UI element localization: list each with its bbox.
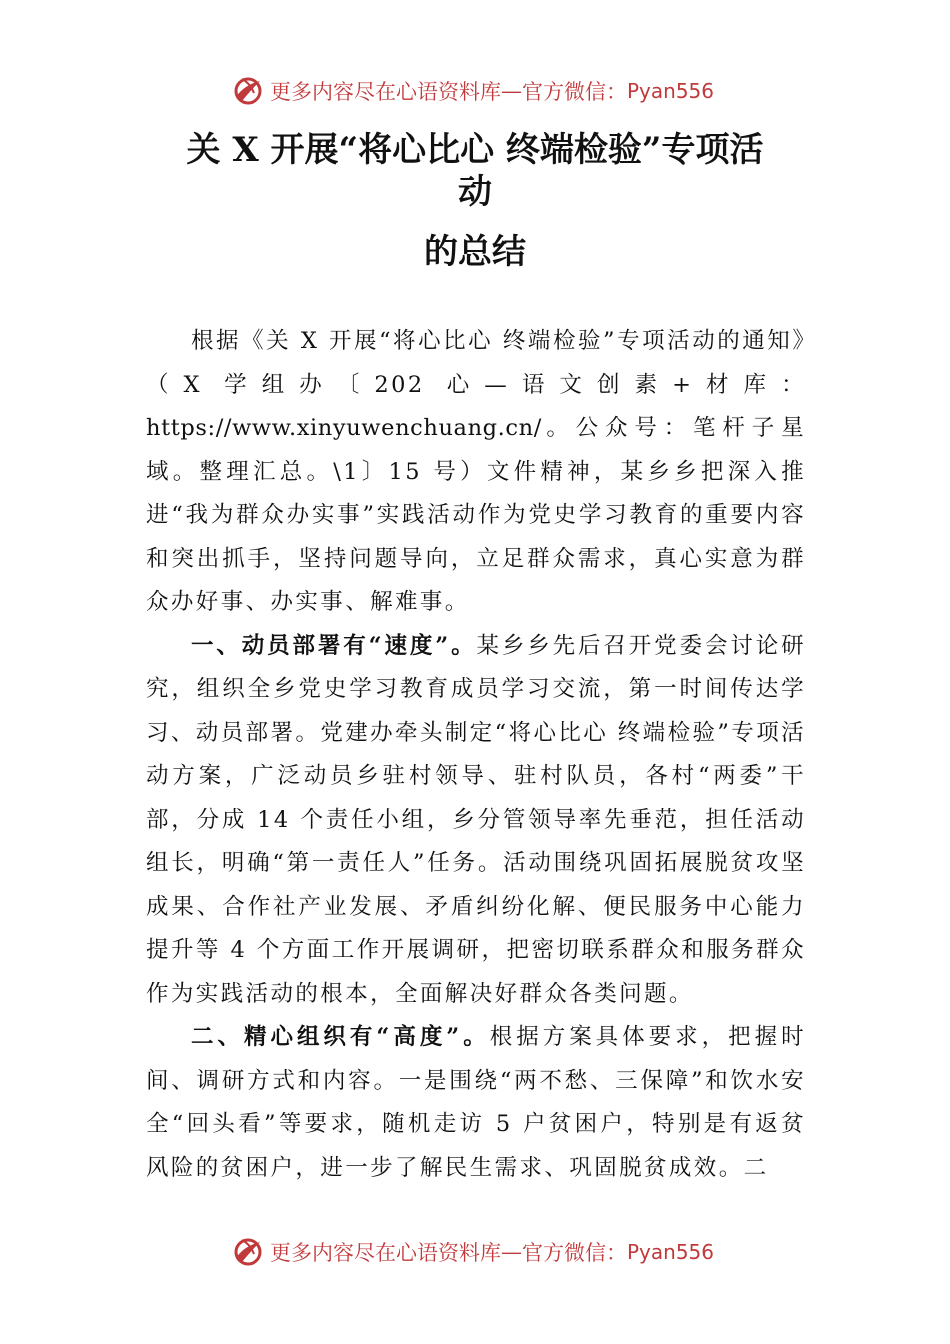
section-1-heading: 一、动员部署有“速度”。 bbox=[191, 632, 477, 659]
watermark-wechat-label: 官方微信： bbox=[522, 1241, 627, 1265]
watermark-wechat-id: Pyan556 bbox=[627, 1240, 715, 1264]
intro-text-end: 。公众号：笔杆子星域。整理汇总。\1〕15 号）文件精神，某乡乡把深入推进“我为群众办实事”实践活动作为党史学习教育的重要内容和突出抓手，坚持问题导向，立足群众需求，真心实意为群众办好事、办实事、解难事。 bbox=[146, 415, 806, 615]
watermark-separator: — bbox=[501, 1240, 522, 1264]
watermark-wechat-label: 官方微信： bbox=[522, 80, 627, 104]
document-body bbox=[146, 320, 806, 1190]
watermark-header bbox=[232, 73, 752, 109]
paragraph-section-2 bbox=[146, 1016, 806, 1190]
watermark-footer bbox=[232, 1234, 752, 1270]
watermark-separator: — bbox=[501, 79, 522, 103]
paragraph-intro bbox=[146, 320, 806, 625]
section-1-text: 某乡乡先后召开党委会讨论研究，组织全乡党史学习教育成员学习交流，第一时间传达学习、动员部署。党建办牵头制定“将心比心 终端检验”专项活动方案，广泛动员乡驻村领导、驻村队员，各村“两委”干部，分成 14 个责任小组，乡分管领导率先垂范，担任活动组长，明确“第一责任人”任务。活动围绕巩固拓展脱贫攻坚成果、合作社产业发展、矛盾纠纷化解、便民服务中心能力提升等 4 个方面工作开展调研，把密切联系群众和服务群众作为实践活动的根本，全面解决好群众各类问题。 bbox=[146, 632, 807, 1007]
brand-logo-icon bbox=[232, 1236, 264, 1268]
document-title-line-3: 的总结 bbox=[424, 232, 526, 272]
watermark-text: 更多内容尽在心语资料库 bbox=[270, 1241, 501, 1265]
source-url-link: https://www.xinyuwenchuang.cn/ bbox=[146, 415, 542, 441]
section-2-text: 根据方案具体要求，把握时间、调研方式和内容。一是围绕“两不愁、三保障”和饮水安全“回头看”等要求，随机走访 5 户贫困户，特别是有返贫风险的贫困户，进一步了解民生需求、巩固脱贫成效。二 bbox=[146, 1024, 806, 1181]
paragraph-section-1 bbox=[146, 625, 806, 1017]
brand-logo-icon bbox=[232, 75, 264, 107]
intro-text-start: 根据《关 X 开展“将心比心 终端检验”专项活动的通知》（X 学组办〔202 心—语文创素+材库： bbox=[146, 328, 806, 398]
document-title-line-2: 动 bbox=[458, 172, 492, 212]
document-title-line-1: 关 X 开展“将心比心 终端检验”专项活 bbox=[186, 130, 764, 170]
watermark-wechat-id: Pyan556 bbox=[627, 79, 715, 103]
watermark-text: 更多内容尽在心语资料库 bbox=[270, 80, 501, 104]
section-2-heading: 二、精心组织有“高度”。 bbox=[191, 1024, 490, 1050]
